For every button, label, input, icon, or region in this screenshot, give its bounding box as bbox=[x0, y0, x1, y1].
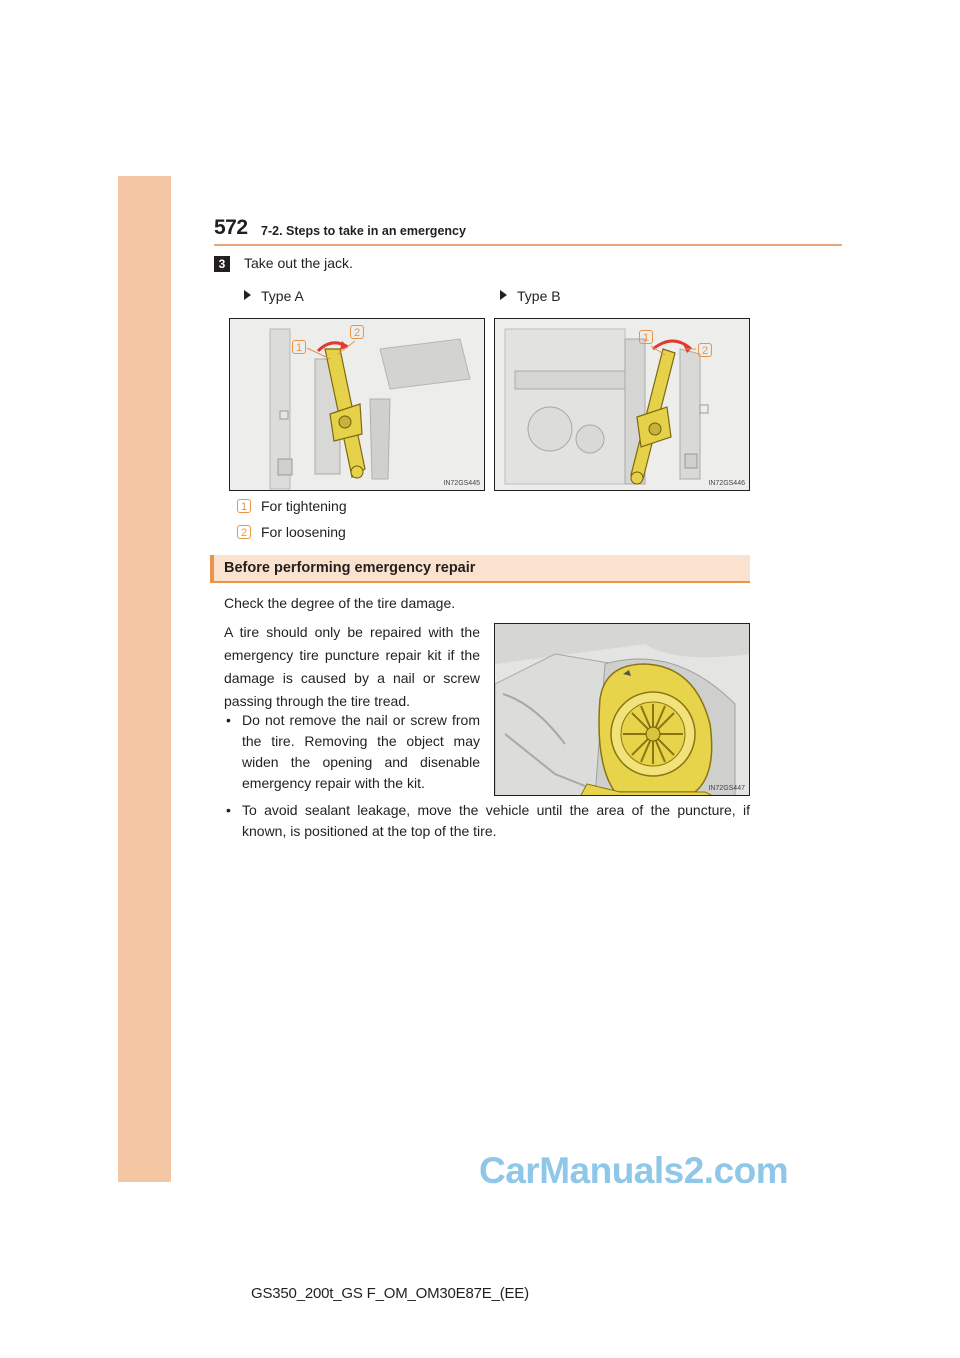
legend-1-badge: 1 bbox=[237, 499, 251, 513]
callout-2-badge: 2 bbox=[350, 325, 364, 339]
legend-2-badge: 2 bbox=[237, 525, 251, 539]
page-number: 572 bbox=[214, 216, 248, 239]
triangle-arrow-icon bbox=[244, 290, 251, 300]
bullet-2-text: To avoid sealant leakage, move the vehicle until the area of the puncture, if known, is positioned at the top of the tire. bbox=[242, 802, 750, 839]
page-sidebar-tab bbox=[118, 176, 171, 1182]
callout-1-badge: 1 bbox=[639, 330, 653, 344]
figure-code: IN72GS447 bbox=[708, 785, 745, 792]
flat-tire-figure bbox=[494, 623, 750, 796]
repair-note-paragraph: A tire should only be repaired with the emergency tire puncture repair kit if the damage is caused by a nail or screw passing through the tire tread. bbox=[224, 624, 480, 709]
callout-2-badge: 2 bbox=[698, 343, 712, 357]
jack-type-a-illustration bbox=[230, 319, 485, 491]
section-heading-bar bbox=[210, 555, 750, 583]
bullet-1-text: Do not remove the nail or screw from the tire. Removing the object may widen the opening and disenable emergency repair with the kit. bbox=[242, 712, 480, 791]
type-b-label: Type B bbox=[500, 288, 561, 304]
legend-2-text: For loosening bbox=[261, 524, 346, 540]
jack-type-b-figure bbox=[494, 318, 750, 491]
type-a-label: Type A bbox=[244, 288, 304, 304]
footer-document-code: GS350_200t_GS F_OM_OM30E87E_(EE) bbox=[251, 1285, 529, 1302]
legend-1-text: For tightening bbox=[261, 498, 347, 514]
check-damage-text: Check the degree of the tire damage. bbox=[224, 595, 456, 611]
triangle-arrow-icon bbox=[500, 290, 507, 300]
step-text: Take out the jack. bbox=[244, 255, 353, 271]
jack-type-a-figure bbox=[229, 318, 485, 491]
section-title: 7-2. Steps to take in an emergency bbox=[261, 224, 466, 238]
bullet-dot: • bbox=[226, 802, 231, 818]
figure-code: IN72GS446 bbox=[708, 480, 745, 487]
callout-1-badge: 1 bbox=[292, 340, 306, 354]
flat-tire-illustration bbox=[495, 624, 750, 796]
section-heading-text: Before performing emergency repair bbox=[224, 560, 476, 576]
step-number-badge: 3 bbox=[214, 256, 230, 272]
figure-code: IN72GS445 bbox=[443, 480, 480, 487]
header-divider bbox=[214, 244, 842, 246]
bullet-dot: • bbox=[226, 712, 231, 728]
watermark: CarManuals2.com bbox=[479, 1150, 789, 1191]
